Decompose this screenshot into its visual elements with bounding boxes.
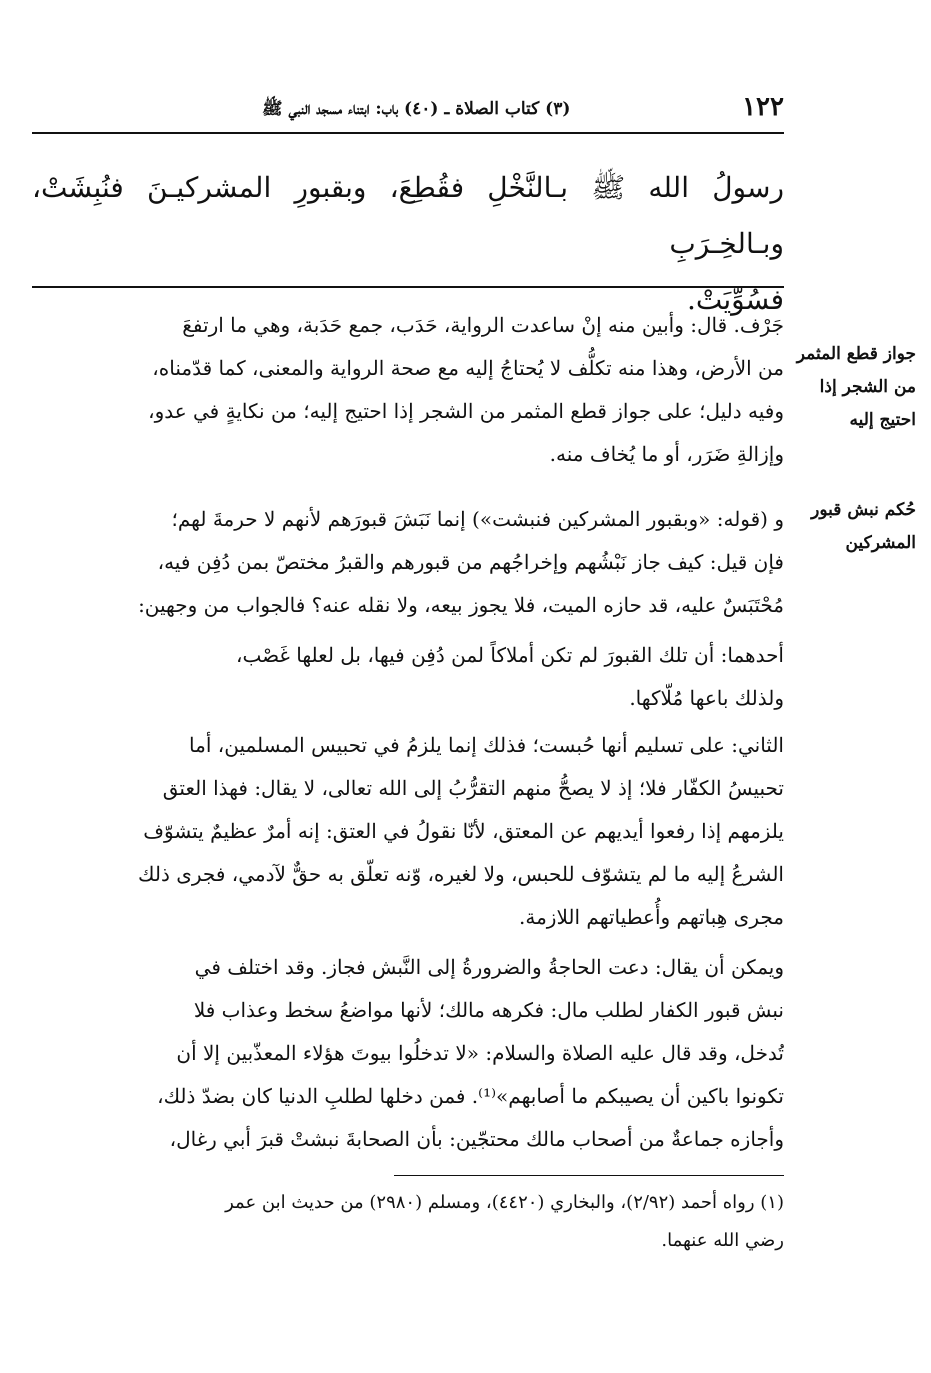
- text-line: وإزالةِ ضَرَر، أو ما يُخاف منه.: [549, 442, 784, 466]
- running-title: (٣) كتاب الصلاة ـ (٤٠) باب: ابتناء مسجد النبي ﷺ: [262, 99, 571, 119]
- text-line: ويمكن أن يقال: دعت الحاجةُ والضرورةُ إلى النَّبش فجاز. وقد اختلف في: [194, 955, 784, 979]
- text-line: جَرْف. قال: وأبين منه إنْ ساعدت الرواية، حَدَب، جمع حَدَبة، وهي ما ارتفعَ: [182, 313, 784, 337]
- hadith-line: فسُوِّيَتْ.: [686, 283, 784, 316]
- text-line: وفيه دليل؛ على جواز قطع المثمر من الشجر إذا احتيج إليه؛ من نكايةٍ في عدو،: [148, 399, 784, 423]
- page-header: [32, 92, 784, 134]
- margin-note: [792, 494, 916, 560]
- text-line: نبش قبور الكفار لطلب مال: فكرهه مالك؛ لأنها مواضعُ سخط وعذاب فلا: [193, 998, 784, 1022]
- paragraph: [32, 946, 784, 1161]
- text-line: الشرعُ إليه ما لم يتشوّف للحبس، ولا لغيره، وّنه تعلّق به حقٌّ لآدمي، فجرى ذلك: [138, 862, 784, 886]
- text-line: تُدخل، وقد قال عليه الصلاة والسلام: «لا تدخلُوا بيوتَ هؤلاء المعذّبين إلا أن: [176, 1041, 784, 1065]
- text-line: وأجازه جماعةٌ من أصحاب مالك محتجّين: بأن الصحابةَ نبشتْ قبرَ أبي رغال،: [169, 1127, 784, 1151]
- paragraph: [32, 634, 784, 720]
- margin-note-line: حُكم نبش قبور: [811, 500, 916, 520]
- margin-note-line: من الشجر إذا: [819, 377, 916, 397]
- page-number: ١٢٢: [742, 92, 784, 122]
- footnote-divider: [394, 1175, 784, 1176]
- hadith-text: [32, 160, 784, 328]
- text-line: يلزمهم إذا رفعوا أيديهم عن المعتق، لأنّا نقولُ في العتق: إنه أمرٌ عظيمٌ يتشوّف: [143, 819, 784, 843]
- text-line: من الأرض، وهذا منه تكلُّف لا يُحتاجُ إليه مع صحة الرواية والمعنى، كما قدّمناه،: [152, 356, 784, 380]
- footnote-line: (١) رواه أحمد (٢/٩٢)، والبخاري (٤٤٢٠)، ومسلم (٢٩٨٠) من حديث ابن عمر: [225, 1192, 784, 1213]
- paragraph: [32, 304, 784, 476]
- text-line: فإن قيل: كيف جاز نَبْشُهم وإخراجُهم من قبورهم والقبرُ مختصّ بمن دُفِن فيه،: [157, 550, 784, 574]
- margin-note-line: المشركين: [845, 533, 916, 553]
- paragraph: [32, 498, 784, 627]
- text-line: الثاني: على تسليم أنها حُبست؛ فذلك إنما يلزمُ في تحبيس المسلمين، أما: [189, 733, 784, 757]
- hadith-line: رسولُ الله ﷺ بـالنَّخْلِ فقُطِعَ، وبقبورِ المشركيـنَ فنُبِشَتْ، وبـالخِـرَبِ: [32, 171, 784, 260]
- text-line: تحبيسُ الكفّار فلا؛ إذ لا يصحُّ منهم التقرُّبُ إلى الله تعالى، لا يقال: فهذا العتق: [162, 776, 784, 800]
- margin-note: [792, 338, 916, 437]
- text-line: أحدهما: أن تلك القبورَ لم تكن أملاكاً لمن دُفِن فيها، بل لعلها غَصْب،: [235, 643, 784, 667]
- text-line: و (قوله: «وبقبور المشركين فنبشت») إنما نَبَشَ قبورَهم لأنهم لا حرمةَ لهم؛: [171, 507, 784, 531]
- paragraph: [32, 724, 784, 939]
- footnote-line: رضي الله عنهما.: [661, 1230, 784, 1251]
- footnote: [32, 1184, 784, 1260]
- text-line: تكونوا باكين أن يصيبكم ما أصابهم»⁽¹⁾. فمن دخلها لطلبِ الدنيا كان بضدّ ذلك،: [157, 1084, 784, 1108]
- section-divider: [32, 286, 784, 288]
- margin-note-line: احتيج إليه: [849, 410, 916, 430]
- margin-note-line: جواز قطع المثمر: [796, 344, 916, 364]
- text-line: ولذلك باعها مُلّاكها.: [629, 686, 784, 710]
- text-line: مُحْتَبَسٌ عليه، قد حازه الميت، فلا يجوز بيعه، ولا نقله عنه؟ فالجواب من وجهين:: [138, 593, 784, 617]
- text-line: مجرى هِباتهم وأُعطياتهم اللازمة.: [519, 905, 784, 929]
